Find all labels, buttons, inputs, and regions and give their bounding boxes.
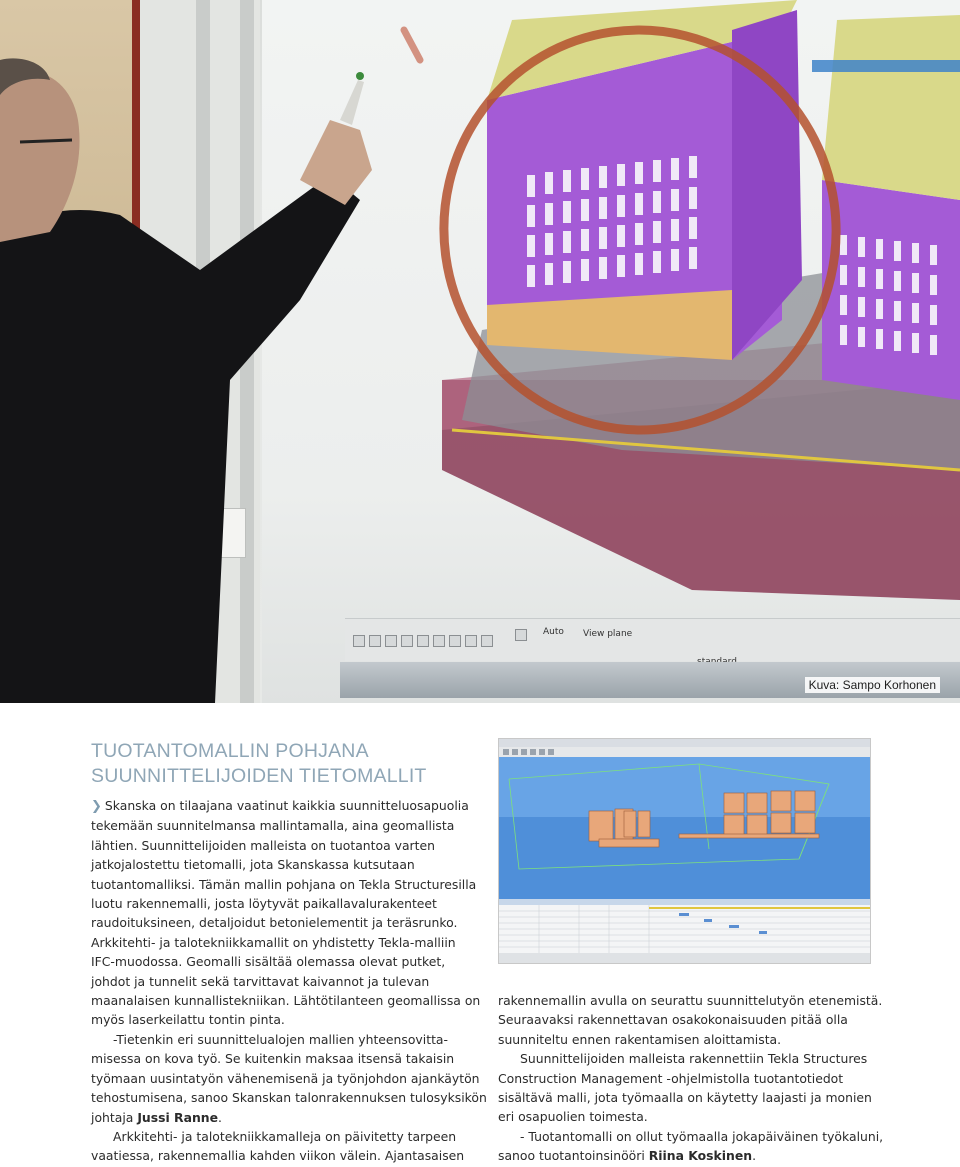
text-span: Skanska on tilaajana vaatinut kaikkia suunnitteluosapuolia — [104, 798, 469, 813]
text-line: työmaan uusintatyön vähenemisenä ja työnjohdon ajankäytön — [91, 1070, 480, 1086]
arrow-right-icon: ❯ — [91, 799, 102, 814]
building-2-blue-band — [812, 60, 960, 72]
text-line — [91, 1108, 471, 1127]
text-line: tuotantomalliksi. Tämän mallin pohjana on Tekla Structuresilla — [91, 876, 477, 892]
text-line: Seuraavaksi rakennettavan osakokonaisuuden pitää olla — [498, 1012, 848, 1028]
text-line: vaatiessa, rakennemallia kahden viikon välein. Ajantasaisen — [91, 1148, 465, 1164]
text-line — [498, 1146, 878, 1165]
marker-pen-tip — [356, 72, 364, 80]
text-line: jatkojalostettu tietomalli, jota Skanskassa kutsutaan — [91, 857, 415, 873]
text-line: rakennemallin avulla on seurattu suunnittelutyön etenemistä. — [498, 993, 883, 1008]
photo-credit: Kuva: Sampo Korhonen — [805, 677, 940, 693]
application-toolbar — [345, 618, 960, 661]
person-name-koskinen: Riina Koskinen — [648, 1148, 753, 1164]
screenshot-statusbar — [499, 953, 870, 963]
text-line: raudoituksineen, detaljoidut betonielementit ja teräsrunko. — [91, 915, 458, 931]
text-line: johdot ja tunnelit sekä tarvittavat kaivannot ja tulevan — [91, 973, 430, 989]
toolbar-mode-label: Auto — [543, 627, 564, 637]
text-line — [91, 796, 471, 816]
person-name-ranne: Jussi Ranne — [137, 1109, 219, 1125]
text-line: maanalaisen kunnallistekniikan. Lähtötilanteen geomallissa on — [91, 993, 481, 1009]
text-span: sanoo tuotantoinsinööri — [498, 1148, 649, 1164]
presenter-glasses — [20, 140, 72, 142]
left-column — [91, 796, 487, 1166]
toolbar-view-label: View plane — [583, 629, 633, 639]
heading-line-1: TUOTANTOMALLIN POHJANA — [91, 740, 369, 762]
text-line: misessa on kova työ. Se kuitenkin maksaa itsensä takaisin — [91, 1051, 455, 1067]
software-screenshot — [498, 738, 871, 964]
text-line: sisältävä malli, jota työmaalla on käytetty laajasti ja monien — [498, 1090, 872, 1106]
toolbar-icon — [401, 635, 413, 647]
marker-pen — [340, 80, 364, 125]
toolbar-icon — [417, 635, 429, 647]
text-line: luotu rakennemalli, josta löytyvät paikallavalurakenteet — [91, 896, 437, 912]
text-span: . — [218, 1109, 222, 1125]
article-heading — [91, 739, 471, 789]
text-line: eri osapuolien toimesta. — [498, 1109, 648, 1125]
text-line: tehostumisena, sanoo Skanskan talonrakennuksen tulosyksikön — [91, 1090, 487, 1106]
text-span: johtaja — [91, 1109, 138, 1125]
building-2-roof — [822, 15, 960, 200]
text-line: Suunnittelijoiden malleista rakennettiin Tekla Structures — [520, 1051, 868, 1067]
toolbar-icon — [449, 635, 461, 647]
presenter — [0, 0, 380, 703]
text-line: Arkkitehti- ja talotekniikkamallit on yhdistetty Tekla-malliin — [91, 934, 456, 950]
building-2-front — [822, 180, 960, 400]
toolbar-icon — [433, 635, 445, 647]
text-line: - Tuotantomalli on ollut työmaalla jokapäiväinen työkaluni, — [520, 1128, 884, 1144]
heading-line-2: SUUNNITTELIJOIDEN TIETOMALLIT — [91, 765, 427, 787]
toolbar-icon — [515, 629, 527, 641]
text-line: tekemään suunnitelmansa mallintamalla, aina geomallista — [91, 818, 455, 834]
screenshot-menubar — [499, 739, 870, 747]
presenter-jacket — [0, 175, 360, 703]
marker-stroke — [404, 30, 420, 60]
right-column — [498, 991, 884, 1166]
text-line: IFC-muodossa. Geomalli sisältää olemassa olevat putket, — [91, 954, 446, 970]
toolbar-icon — [465, 635, 477, 647]
text-span: . — [752, 1148, 757, 1164]
toolbar-icon — [385, 635, 397, 647]
toolbar-icon — [481, 635, 493, 647]
text-line: myös laserkeilattu tontin pinta. — [91, 1012, 285, 1028]
screenshot-illustration — [499, 739, 870, 963]
text-line: lähtien. Suunnittelijoiden malleista on tuotantoa varten — [91, 837, 435, 853]
text-line: Construction Management -ohjelmistolla tuotantotiedot — [498, 1070, 844, 1086]
text-line: Arkkitehti- ja talotekniikkamalleja on päivitetty tarpeen — [113, 1128, 457, 1144]
screenshot-toolbar — [499, 747, 870, 757]
text-line: -Tietenkin eri suunnittelualojen mallien yhteensovitta- — [113, 1031, 448, 1047]
text-line: suunniteltu ennen rakentamisen aloittamista. — [498, 1031, 782, 1047]
